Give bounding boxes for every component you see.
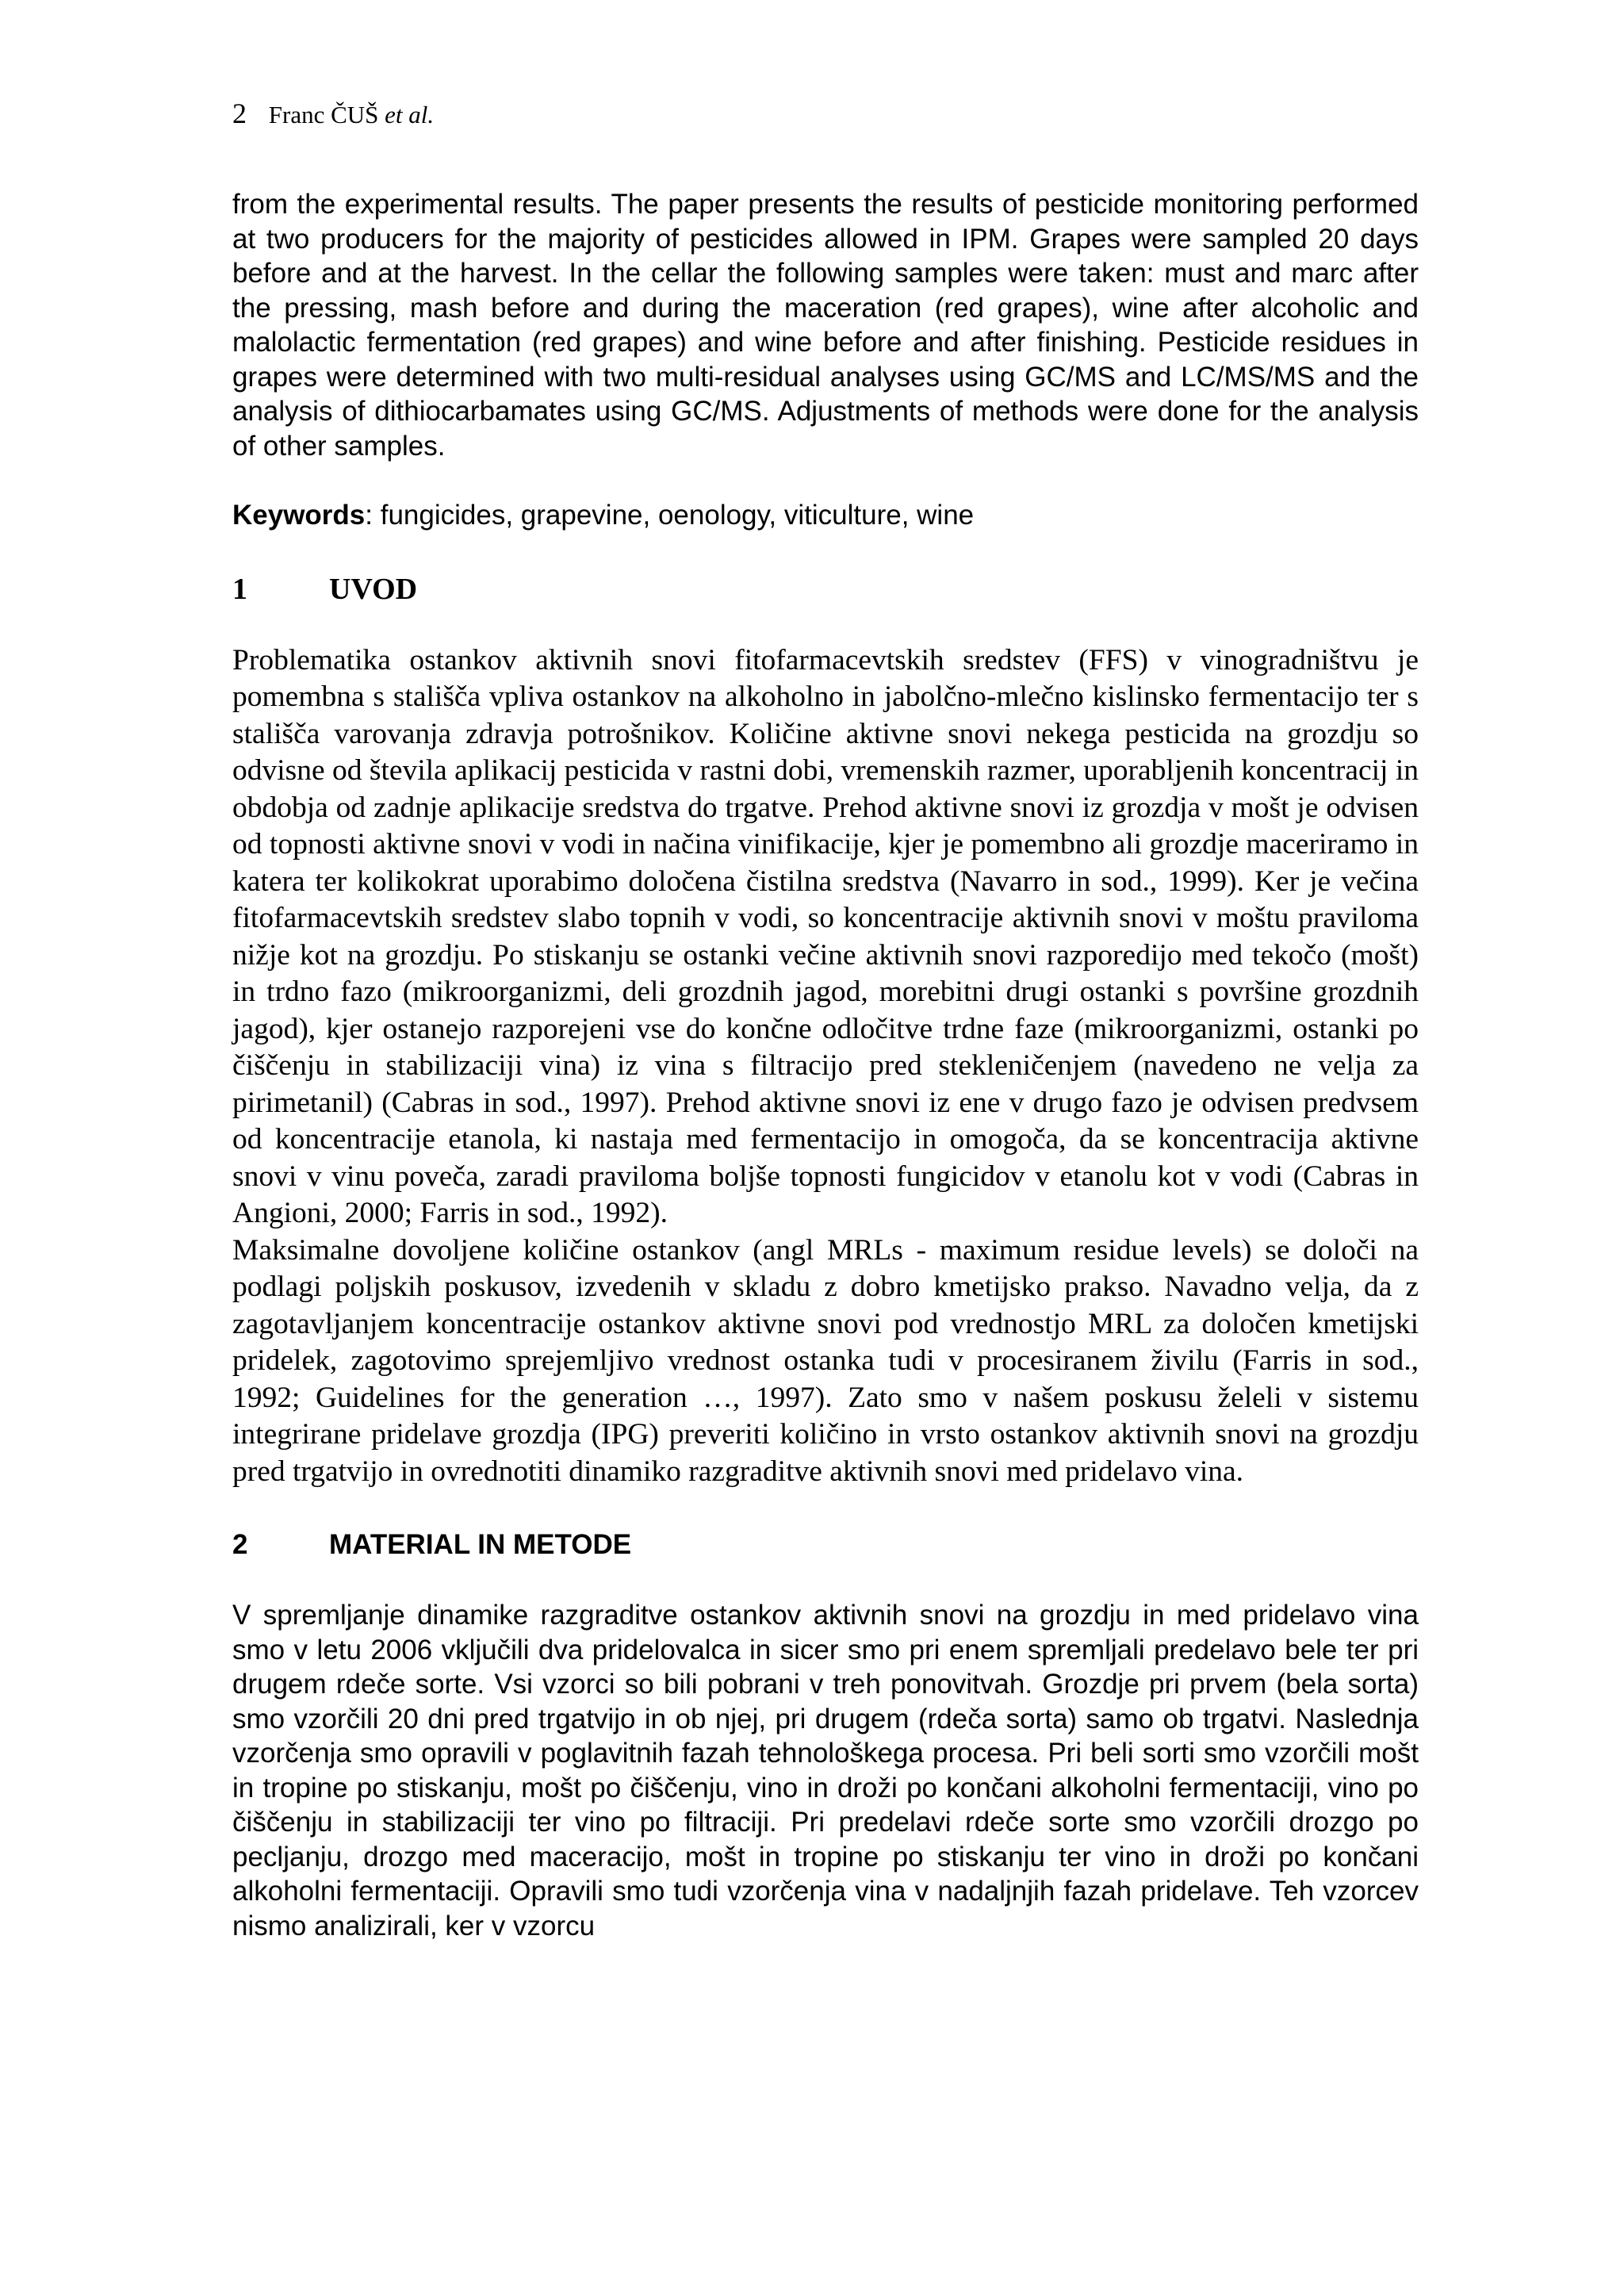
page-content	[232, 187, 1419, 1943]
keywords-list: : fungicides, grapevine, oenology, viticulture, wine	[365, 500, 975, 531]
section-2-title: MATERIAL IN METODE	[329, 1529, 632, 1560]
section-2-heading	[232, 1527, 1419, 1563]
keywords-line	[232, 498, 1419, 533]
abstract-text: from the experimental results. The paper presents the results of pesticide monitoring performed at two producers for the majority of pesticides allowed in IPM. Grapes were sampled 20 days before and at the harvest. In the cellar the following samples were taken: must and marc after the pressing, mash before and during the maceration (red grapes), wine after alcoholic and malolactic fermentation (red grapes) and wine before and after finishing. Pesticide residues in grapes were determined with two multi-residual analyses using GC/MS and LC/MS/MS and the analysis of dithiocarbamates using GC/MS. Adjustments of methods were done for the analysis of other samples.	[232, 189, 1419, 462]
running-header	[232, 94, 1422, 133]
section-1-title: UVOD	[329, 572, 418, 606]
header-author: Franc ČUŠ	[268, 101, 379, 128]
section-2-number: 2	[232, 1529, 248, 1560]
keywords-label: Keywords	[232, 500, 366, 531]
section-1-heading	[232, 571, 1419, 608]
section-1-paragraph-1: Problematika ostankov aktivnih snovi fitofarmacevtskih sredstev (FFS) v vinogradništvu je pomembna s stališča vpliva ostankov na alkoholno in jabolčno-mlečno kislinsko fermentacijo ter s stališča varovanja zdravja potrošnikov. Količine aktivne snovi nekega pesticida na grozdju so odvisne od števila aplikacij pesticida v rastni dobi, vremenskih razmer, uporabljenih koncentracij in obdobja od zadnje aplikacije sredstva do trgatve. Prehod aktivne snovi iz grozdja v mošt je odvisen od topnosti aktivne snovi v vodi in načina vinifikacije, kjer je pomembno ali grozdje maceriramo in katera ter kolikokrat uporabimo določena čistilna sredstva (Navarro in sod., 1999). Ker je večina fitofarmacevtskih sredstev slabo topnih v vodi, so koncentracije aktivnih snovi v moštu praviloma nižje kot na grozdju. Po stiskanju se ostanki večine aktivnih snovi razporedijo med tekočo (mošt) in trdno fazo (mikroorganizmi, deli grozdnih jagod, morebitni drugi ostanki s površine grozdnih jagod), kjer ostanejo razporejeni vse do končne odločitve trdne faze (mikroorganizmi, ostanki po čiščenju in stabilizaciji vina) iz vina s filtracijo pred stekleničenjem (navedeno ne velja za pirimetanil) (Cabras in sod., 1997). Prehod aktivne snovi iz ene v drugo fazo je odvisen predvsem od koncentracije etanola, ki nastaja med fermentacijo in omogoča, da se koncentracija aktivne snovi v vinu poveča, zaradi praviloma boljše topnosti fungicidov v etanolu kot v vodi (Cabras in Angioni, 2000; Farris in sod., 1992).	[232, 643, 1419, 1229]
section-2-paragraph-1: V spremljanje dinamike razgraditve ostankov aktivnih snovi na grozdju in med pridelavo vina smo v letu 2006 vključili dva pridelovalca in sicer smo pri enem spremljali predelavo bele ter pri drugem rdeče sorte. Vsi vzorci so bili pobrani v treh ponovitvah. Grozdje pri prvem (bela sorta) smo vzorčili 20 dni pred trgatvijo in ob njej, pri drugem (rdeča sorta) samo ob trgatvi. Naslednja vzorčenja smo opravili v poglavitnih fazah tehnološkega procesa. Pri beli sorti smo vzorčili mošt in tropine po stiskanju, mošt po čiščenju, vino in droži po končani alkoholni fermentaciji, vino po čiščenju in stabilizaciji ter vino po filtraciji. Pri predelavi rdeče sorte smo vzorčili drozgo po pecljanju, drozgo med maceracijo, mošt in tropine po stiskanju ter vino in droži po končani alkoholni fermentaciji. Opravili smo tudi vzorčenja vina v nadaljnjih fazah pridelave. Teh vzorcev nismo analizirali, ker v vzorcu	[232, 1600, 1419, 1941]
section-1-paragraph-2: Maksimalne dovoljene količine ostankov (angl MRLs - maximum residue levels) se določi na podlagi poljskih poskusov, izvedenih v skladu z dobro kmetijsko prakso. Navadno velja, da z zagotavljanjem koncentracije ostankov aktivne snovi pod vrednostjo MRL za določen kmetijski pridelek, zagotovimo sprejemljivo vrednost ostanka tudi v procesiranem živilu (Farris in sod., 1992; Guidelines for the generation …, 1997). Zato smo v našem poskusu želeli v sistemu integrirane pridelave grozdja (IPG) preveriti količino in vrsto ostankov aktivnih snovi na grozdju pred trgatvijo in ovrednotiti dinamiko razgraditve aktivnih snovi med pridelavo vina.	[232, 1233, 1419, 1488]
section-1-number: 1	[232, 572, 247, 606]
header-etal: et al.	[385, 101, 435, 128]
page-number: 2	[232, 98, 247, 129]
